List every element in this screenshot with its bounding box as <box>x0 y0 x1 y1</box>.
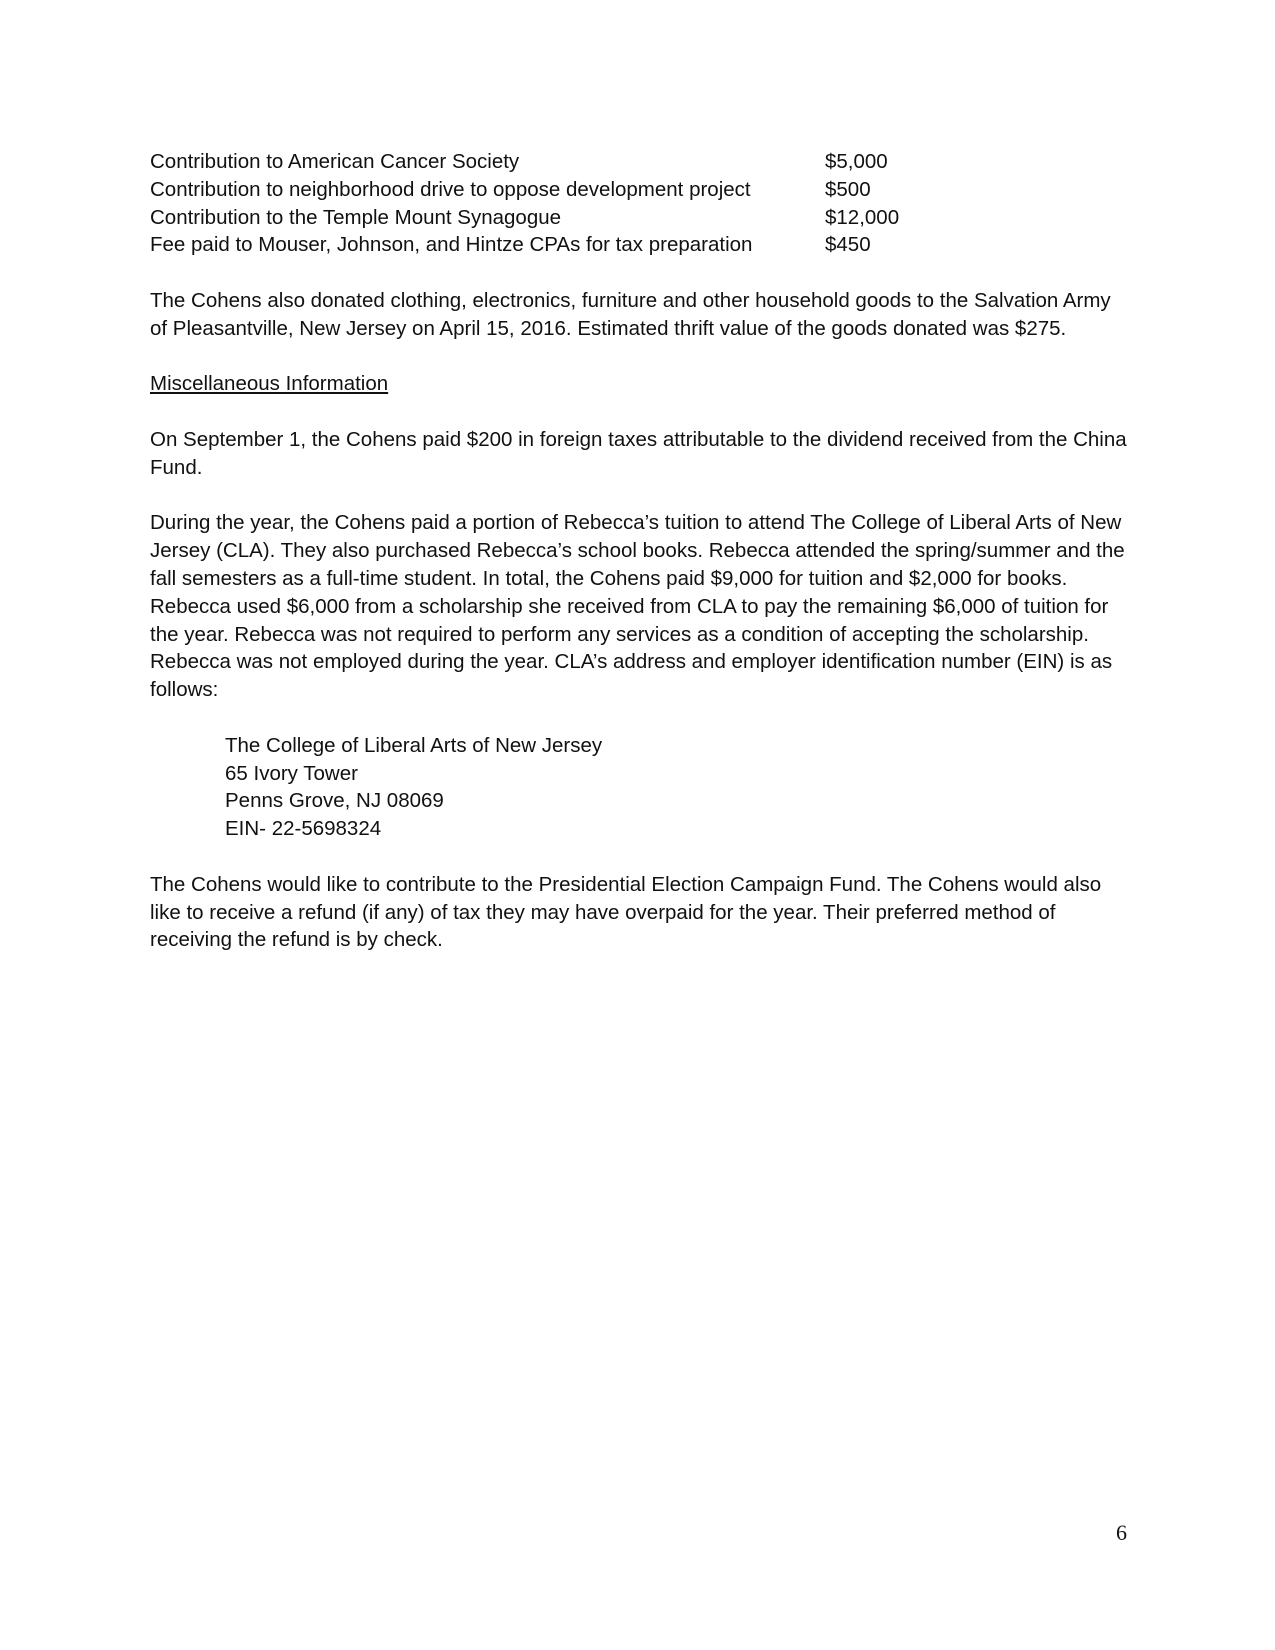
college-ein: EIN- 22-5698324 <box>225 817 382 841</box>
spacer <box>150 398 1130 426</box>
tuition-paragraph: During the year, the Cohens paid a portion of Rebecca’s tuition to attend The College of Liberal Arts of New Jersey (CLA). They also purchased Rebecca’s school books. Rebecca attended the spring/summer and the fall semesters as a full-time student. In total, the Cohens paid $9,000 for tuition and $2,000 for books. Rebecca used $6,000 from a scholarship she received from CLA to pay the remaining $6,000 of tuition for the year. Rebecca was not required to perform any services as a condition of accepting the scholarship. Rebecca was not employed during the year. CLA’s address and employer identification number (EIN) is as follows: <box>150 511 1125 702</box>
expense-row <box>150 204 1130 232</box>
expense-row <box>150 148 1130 176</box>
college-street: 65 Ivory Tower <box>225 761 358 785</box>
expense-amount: $500 <box>825 177 871 201</box>
expense-row <box>150 176 1130 204</box>
spacer <box>150 259 1130 287</box>
expense-amount: $5,000 <box>825 150 888 173</box>
foreign-tax-paragraph: On September 1, the Cohens paid $200 in foreign taxes attributable to the dividend received from the China Fund. <box>150 427 1127 479</box>
expense-row <box>150 231 1130 259</box>
college-city: Penns Grove, NJ 08069 <box>225 789 444 813</box>
section-heading: Miscellaneous Information <box>150 372 389 396</box>
expense-description: Contribution to American Cancer Society <box>150 150 520 173</box>
expense-list <box>150 148 1130 259</box>
spacer <box>150 482 1130 510</box>
expense-amount: $12,000 <box>825 205 900 229</box>
spacer <box>150 843 1130 871</box>
spacer <box>150 704 1130 732</box>
expense-amount: $450 <box>825 233 871 257</box>
expense-description: Fee paid to Mouser, Johnson, and Hintze CPAs for tax preparation <box>150 233 753 257</box>
college-name: The College of Liberal Arts of New Jersey <box>225 733 603 757</box>
college-address-block <box>150 732 1130 843</box>
expense-description: Contribution to the Temple Mount Synagogue <box>150 205 562 229</box>
expense-description: Contribution to neighborhood drive to oppose development project <box>150 177 751 201</box>
page-number: 6 <box>1116 1520 1127 1545</box>
page-content <box>150 148 1130 954</box>
campaign-paragraph: The Cohens would like to contribute to the Presidential Election Campaign Fund. The Cohens would also like to receive a refund (if any) of tax they may have overpaid for the year. Their preferred method of receiving the refund is by check. <box>150 872 1102 952</box>
spacer <box>150 343 1130 371</box>
donation-paragraph: The Cohens also donated clothing, electronics, furniture and other household goods to the Salvation Army of Pleasantville, New Jersey on April 15, 2016. Estimated thrift value of the goods donated was $275. <box>150 288 1111 340</box>
